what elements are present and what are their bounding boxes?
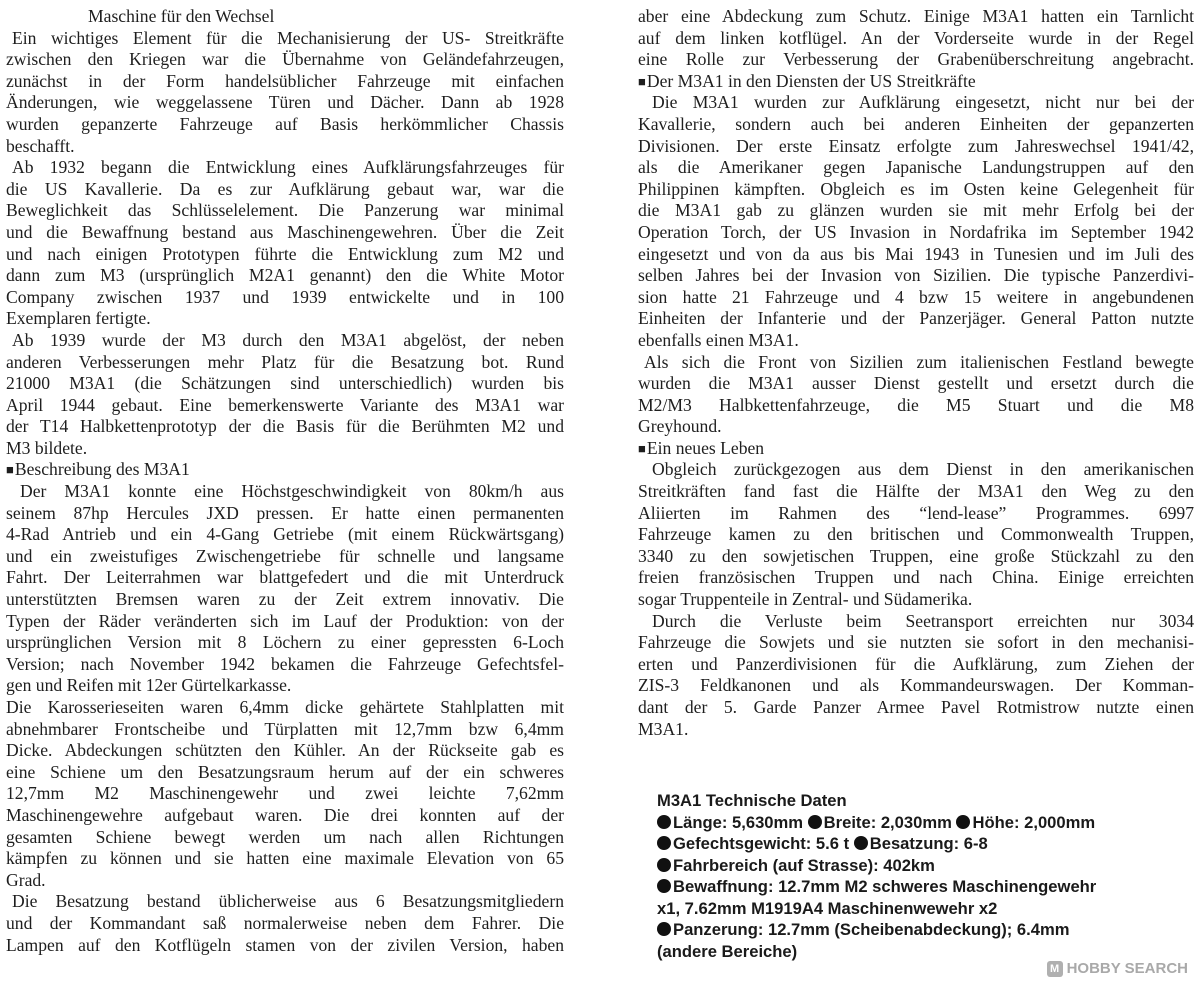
paragraph-line: als die Amerikaner gegen Japanische Landungstruppen auf den (638, 157, 1194, 178)
paragraph-line: Kavallerie, sondern auch bei anderen Einheiten der gepanzerten (638, 113, 1194, 134)
paragraph-line: Philippinen kämpften. Obgleich es im Osten keine Gelegenheit für (638, 178, 1194, 199)
paragraph-line: eine Schiene um den Besatzungsraum herum auf der ein schweres (6, 761, 564, 782)
spec-text: Länge: 5,630mm (673, 812, 808, 832)
paragraph-line: eingesetzt und von da aus bis Mai 1943 in Tunesien und im Juli des (638, 243, 1194, 264)
paragraph-line: Fahrzeuge die Sowjets und sie nutzten sie sofort in den mechanisi- (638, 632, 1194, 653)
bullet-dot-icon (657, 815, 671, 829)
paragraph-line: beschafft. (6, 135, 75, 156)
bullet-dot-icon (657, 836, 671, 850)
paragraph-line: Die M3A1 wurden zur Aufklärung eingesetzt, nicht nur bei der (652, 92, 1194, 113)
spec-text: Höhe: 2,000mm (972, 812, 1096, 832)
heading-text: Der M3A1 in den Diensten der US Streitkräfte (646, 70, 976, 91)
paragraph-line: dann zum M3 (ursprünglich M2A1 genannt) den die White Motor (6, 265, 564, 286)
paragraph-line: selben Jahres bei der Invasion von Sizilien. Die typische Panzerdivi- (638, 265, 1194, 286)
spec-text: (andere Bereiche) (657, 941, 798, 961)
paragraph-line: Company zwischen 1937 und 1939 entwickelte und in 100 (6, 286, 564, 307)
paragraph-line: Änderungen, wie weggelassene Türen und Dächer. Dann ab 1928 (6, 92, 564, 113)
paragraph-line: 3340 zu den sowjetischen Truppen, eine große Stückzahl zu den (638, 545, 1194, 566)
paragraph-line: und die Bewaffnung bestand aus Maschinengewehren. Über die Zeit (6, 221, 564, 242)
section-heading (638, 438, 1194, 460)
section-heading (638, 71, 1194, 93)
spec-line (657, 855, 1177, 877)
paragraph-line: zunächst in der Form handelsüblicher Fahrzeuge mit einfachen (6, 70, 564, 91)
paragraph-line: Obgleich zurückgezogen aus dem Dienst in den amerikanischen (652, 459, 1194, 480)
spec-line (657, 812, 1177, 834)
bullet-dot-icon (657, 922, 671, 936)
paragraph-line: 12,7mm M2 Maschinengewehr und zwei leichte 7,62mm (6, 783, 564, 804)
paragraph-line: Streitkräften fand fast die Hälfte der M3A1 den Weg zu den (638, 481, 1194, 502)
paragraph-line: Der M3A1 konnte eine Höchstgeschwindigkeit von 80km/h aus (20, 481, 564, 502)
spec-line (657, 941, 1177, 963)
paragraph-line: unterstützten Bremsen waren zu der Zeit extrem innovativ. Die (6, 589, 564, 610)
paragraph-line: erten und Panzerdivisionen für die Aufklärung, zum Ziehen der (638, 653, 1194, 674)
paragraph-line: Exemplaren fertigte. (6, 308, 151, 329)
paragraph-line: die M3A1 gab zu glänzen wurden sie mit mehr Erfolg bei der (638, 200, 1194, 221)
spec-line (657, 898, 1177, 920)
paragraph-line: wurden gepanzerte Fahrzeuge auf Basis herkömmlicher Chassis (6, 113, 564, 134)
heading-bullet-icon: ■ (638, 440, 646, 456)
paragraph-line: ursprünglichen Version mit 8 Löchern zu einer gepressten 6-Loch (6, 632, 564, 653)
paragraph-line: freien französischen Truppen und nach China. Einige erreichten (638, 567, 1194, 588)
paragraph-line: Ab 1939 wurde der M3 durch den M3A1 abgelöst, der neben (12, 329, 564, 350)
paragraph-line: auf dem linken kotflügel. An der Vorderseite wurde in der Regel (638, 27, 1194, 48)
paragraph-line: gesamten Schiene bewegt werden um nach allen Richtungen (6, 826, 564, 847)
paragraph-line: dant der 5. Garde Panzer Armee Pavel Rotmistrow nutzte einen (638, 697, 1194, 717)
spec-text: Besatzung: 6-8 (869, 834, 988, 853)
paragraph-line: Beweglichkeit das Schlüsselelement. Die Panzerung war minimal (6, 200, 564, 221)
section-heading (6, 6, 564, 28)
paragraph-line: abnehmbarer Frontscheibe und Türplatten mit 12,7mm bzw 6,4mm (6, 718, 564, 739)
spec-text: x1, 7.62mm M1919A4 Maschinenwewehr x2 (657, 898, 998, 918)
tech-specs-box (657, 790, 1177, 962)
spec-text: Panzerung: 12.7mm (Scheibenabdeckung); 6.4mm (673, 920, 1070, 939)
paragraph-line: Lampen auf den Kotflügeln stamen von der zivilen Version, haben (6, 934, 564, 955)
spec-text: Breite: 2,030mm (823, 812, 957, 832)
paragraph-line: ZIS-3 Feldkanonen und als Kommandeurswagen. Der Komman- (638, 675, 1194, 696)
paragraph-line: und nach einigen Prototypen führte die Entwicklung zum M2 und (6, 243, 564, 264)
spec-text: Bewaffnung: 12.7mm M2 schweres Maschinengewehr (673, 877, 1097, 896)
section-heading (6, 459, 564, 481)
paragraph-line: Ab 1932 begann die Entwicklung eines Aufklärungsfahrzeuges für (12, 157, 564, 178)
spec-line (657, 833, 1177, 855)
paragraph-line: eine Rolle zur Verbesserung der Grabenüberschreitung angebracht. (638, 49, 1194, 70)
bullet-dot-icon (956, 815, 970, 829)
paragraph-line: April 1944 gebaut. Eine bemerkenswerte Variante des M3A1 war (6, 394, 564, 415)
hobbysearch-watermark (1047, 960, 1188, 977)
paragraph-line: ebenfalls einen M3A1. (638, 329, 799, 350)
paragraph-line: Einheiten der Infanterie und der Panzerjäger. General Patton nutzte (638, 308, 1194, 329)
right-column (638, 6, 1194, 740)
paragraph-line: sogar Truppenteile in Zentral- und Südamerika. (638, 589, 973, 610)
bullet-dot-icon (657, 858, 671, 872)
paragraph-line: wurden die M3A1 ausser Dienst gestellt und ersetzt durch die (638, 373, 1194, 394)
spec-text: Fahrbereich (auf Strasse): 402km (673, 855, 935, 875)
paragraph-line: der T14 Halbkettenprototyp der die Basis für die Berühmten M2 und (6, 416, 564, 437)
paragraph-line: Maschinengewehre aufgebaut waren. Die drei konnten auf der (6, 804, 564, 825)
paragraph-line: Greyhound. (638, 416, 722, 437)
paragraph-line: M3A1. (638, 718, 689, 739)
watermark-text: HOBBY SEARCH (1066, 960, 1188, 977)
paragraph-line: Als sich die Front von Sizilien zum italienischen Festland bewegte (644, 351, 1194, 372)
bullet-dot-icon (657, 879, 671, 893)
heading-bullet-icon: ■ (6, 462, 14, 478)
heading-text: Beschreibung des M3A1 (14, 459, 190, 480)
left-column (6, 6, 564, 956)
paragraph-line: sion hatte 21 Fahrzeuge und 4 bzw 15 weitere in angebundenen (638, 286, 1194, 307)
paragraph-line: Durch die Verluste beim Seetransport erreichten nur 3034 (652, 610, 1194, 631)
paragraph-line: Aliierten im Rahmen des “lend-lease” Programmes. 6997 (638, 502, 1194, 523)
spec-line (657, 876, 1177, 898)
paragraph-line: anderen Verbesserungen mehr Platz für die Besatzung bot. Rund (6, 351, 564, 372)
hobbysearch-logo-icon: M (1047, 961, 1063, 977)
paragraph-line: aber eine Abdeckung zum Schutz. Einige M3A1 hatten ein Tarnlicht (638, 6, 1194, 26)
paragraph-line: Die Besatzung bestand üblicherweise aus 6 Besatzungsmitgliedern (12, 891, 564, 912)
spec-text: Gefechtsgewicht: 5.6 t (673, 834, 854, 853)
paragraph-line: kämpfen zu können und sie hatten eine maximale Elevation von 65 (6, 848, 564, 869)
heading-text: Ein neues Leben (646, 437, 765, 458)
spec-line (657, 919, 1177, 941)
paragraph-line: Fahrt. Der Leiterrahmen war blattgefedert und die mit Unterdruck (6, 567, 564, 588)
paragraph-line: Fahrzeuge kamen zu den britischen und Commonwealth Truppen, (638, 524, 1194, 545)
paragraph-line: gen und Reifen mit 12er Gürtelkarkasse. (6, 675, 292, 696)
bullet-dot-icon (808, 815, 822, 829)
heading-text: Maschine für den Wechsel (88, 6, 275, 26)
paragraph-line: und der Kommandant saß normalerweise neben dem Fahrer. Die (6, 912, 564, 933)
paragraph-line: Version; nach November 1942 bekamen die Fahrzeuge Gefechtsfel- (6, 653, 564, 674)
paragraph-line: Operation Torch, der US Invasion in Nordafrika im September 1942 (638, 221, 1194, 242)
bullet-dot-icon (854, 836, 868, 850)
paragraph-line: Dicke. Abdeckungen schützten den Kühler. An der Rückseite gab es (6, 740, 564, 761)
paragraph-line: 4-Rad Antrieb und ein 4-Gang Getriebe (mit einem Rückwärtsgang) (6, 524, 564, 545)
paragraph-line: Divisionen. Der erste Einsatz erfolgte zum Jahreswechsel 1941/42, (638, 135, 1194, 156)
paragraph-line: seinem 87hp Hercules JXD pressen. Er hatte einen permanenten (6, 502, 564, 523)
paragraph-line: Die Karosserieseiten waren 6,4mm dicke gehärtete Stahlplatten mit (6, 697, 564, 717)
paragraph-line: Typen der Räder veränderten sich im Lauf der Produktion: von der (6, 610, 564, 631)
paragraph-line: Grad. (6, 869, 46, 890)
paragraph-line: M3 bildete. (6, 437, 88, 458)
specs-title: M3A1 Technische Daten (657, 791, 847, 810)
paragraph-line: M2/M3 Halbkettenfahrzeuge, die M5 Stuart und die M8 (638, 394, 1194, 415)
paragraph-line: und ein zweistufiges Zwischengetriebe für schnelle und langsame (6, 545, 564, 566)
paragraph-line: zwischen den Kriegen war die Übernahme von Geländefahrzeugen, (6, 49, 564, 70)
paragraph-line: 21000 M3A1 (die Schätzungen sind unterschiedlich) wurden bis (6, 373, 564, 394)
paragraph-line: die US Kavallerie. Da es zur Aufklärung gebaut war, war die (6, 178, 564, 199)
heading-bullet-icon: ■ (638, 73, 646, 89)
paragraph-line: Ein wichtiges Element für die Mechanisierung der US- Streitkräfte (12, 27, 564, 48)
